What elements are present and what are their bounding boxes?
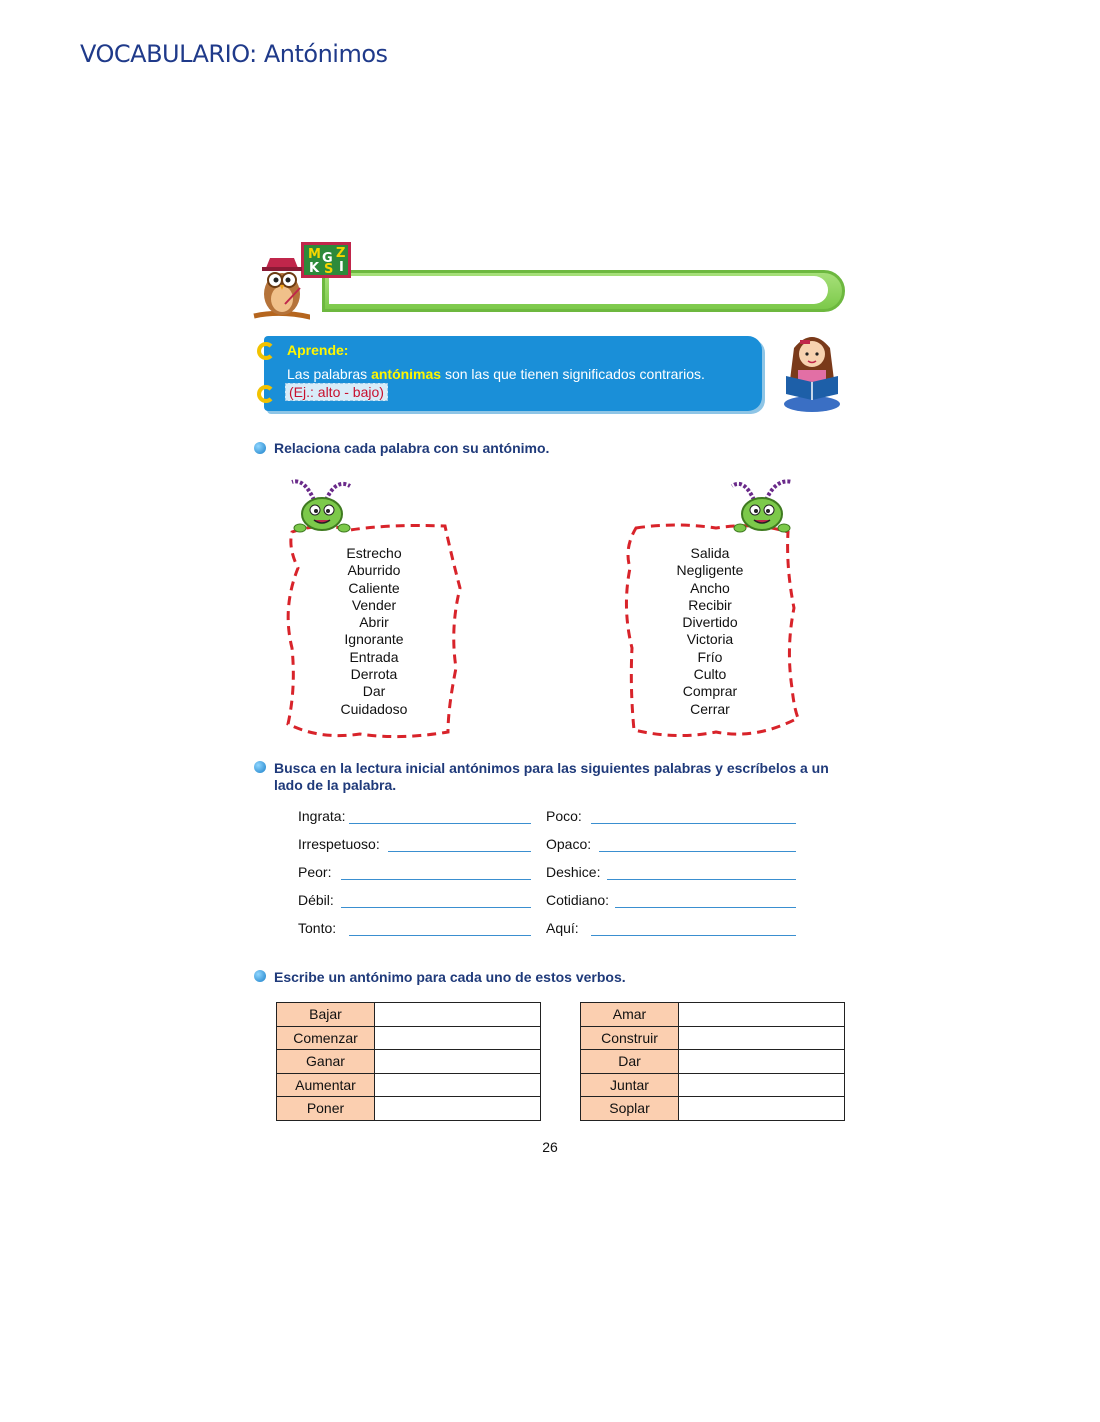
caterpillar-mascot-icon [730,474,794,534]
logo-letter: I [339,260,344,275]
word-item[interactable]: Comprar [682,683,738,700]
page-number: 26 [542,1139,558,1155]
instruction-line: lado de la palabra. [274,777,397,793]
word-item[interactable]: Frío [697,648,723,665]
learn-title: Aprende: [287,342,349,358]
verb-cell: Construir [581,1026,679,1050]
fill-label: Deshice: [546,864,601,880]
answer-line[interactable] [607,879,796,880]
verb-cell: Comenzar [277,1026,375,1050]
verb-cell: Juntar [581,1073,679,1097]
owl-mascot-icon [252,252,310,322]
word-item[interactable]: Abrir [359,614,389,631]
table-row [581,1003,845,1027]
word-item[interactable]: Caliente [348,579,400,596]
section-bullet-icon [254,761,266,773]
word-item[interactable]: Cuidadoso [340,700,408,717]
answer-line[interactable] [591,935,796,936]
verb-cell: Dar [581,1050,679,1074]
section-bullet-icon [254,970,266,982]
table-row [277,1073,541,1097]
answer-cell[interactable] [375,1003,541,1027]
logo-letter: K [309,261,320,276]
verb-cell: Amar [581,1003,679,1027]
answer-line[interactable] [341,879,531,880]
fill-label: Ingrata: [298,808,346,824]
learn-example: (Ej.: alto - bajo) [285,383,388,401]
answer-line[interactable] [349,823,531,824]
section3-instruction: Escribe un antónimo para cada uno de estos verbos. [274,969,626,985]
word-item[interactable]: Culto [693,666,727,683]
verbs-table-left [276,1002,541,1121]
logo-letter: G [322,251,333,266]
section-bullet-icon [254,442,266,454]
instruction-line: Busca en la lectura inicial antónimos para las siguientes palabras y escríbelos a un [274,760,829,776]
verb-cell: Aumentar [277,1073,375,1097]
answer-line[interactable] [615,907,796,908]
logo-letter: Z [336,246,346,261]
section1-instruction: Relaciona cada palabra con su antónimo. [274,440,550,456]
learn-definition [287,366,705,382]
answer-cell[interactable] [375,1050,541,1074]
table-row [277,1026,541,1050]
verb-cell: Soplar [581,1097,679,1121]
word-item[interactable]: Aburrido [347,562,401,579]
word-item[interactable]: Salida [690,545,730,561]
fill-label: Irrespetuoso: [298,836,380,852]
word-item[interactable]: Ignorante [344,631,404,648]
table-row [277,1003,541,1027]
word-item[interactable]: Recibir [688,596,732,613]
answer-line[interactable] [599,851,796,852]
word-item[interactable]: Ancho [690,579,730,596]
title-banner-inner [329,276,828,304]
word-item[interactable]: Entrada [349,648,399,665]
answer-cell[interactable] [375,1097,541,1121]
table-row [581,1050,845,1074]
answer-cell[interactable] [679,1073,845,1097]
answer-cell[interactable] [679,1003,845,1027]
fill-label: Opaco: [546,836,592,852]
fill-label: Poco: [546,808,582,824]
table-row [277,1050,541,1074]
definition-end: son las que tienen significados contrarios. [441,366,705,382]
binder-ring-icon [257,342,275,360]
word-item[interactable]: Vender [351,596,397,613]
binder-ring-icon [257,385,275,403]
answer-cell[interactable] [679,1097,845,1121]
answer-cell[interactable] [375,1073,541,1097]
logo-letter: M [308,247,321,262]
right-word-list [650,545,770,718]
word-item[interactable]: Cerrar [690,700,730,717]
fill-label: Peor: [298,864,332,880]
page-header [252,238,847,320]
table-row [277,1097,541,1121]
fill-label: Tonto: [298,920,337,936]
answer-cell[interactable] [679,1050,845,1074]
word-item[interactable]: Negligente [676,562,744,579]
answer-cell[interactable] [679,1026,845,1050]
page-title: VOCABULARIO: Antónimos [80,40,388,68]
logo-letter: S [324,262,334,277]
answer-line[interactable] [591,823,796,824]
verb-cell: Poner [277,1097,375,1121]
answer-line[interactable] [388,851,531,852]
caterpillar-mascot-icon [290,474,354,534]
title-banner [322,270,845,312]
verb-cell: Bajar [277,1003,375,1027]
reading-girl-icon [780,330,844,414]
fill-label: Aquí: [546,920,579,936]
answer-line[interactable] [341,907,531,908]
table-row [581,1097,845,1121]
table-row [581,1073,845,1097]
answer-line[interactable] [349,935,531,936]
definition-start: Las palabras [287,366,372,382]
word-item[interactable]: Dar [362,683,386,700]
verbs-table-right [580,1002,845,1121]
word-item[interactable]: Derrota [350,666,398,683]
word-item[interactable]: Victoria [686,631,734,648]
fill-label: Cotidiano: [546,892,610,908]
section2-instruction [274,760,854,794]
answer-cell[interactable] [375,1026,541,1050]
left-word-list [314,545,434,718]
definition-highlight: antónimas [371,366,442,382]
verb-cell: Ganar [277,1050,375,1074]
word-item[interactable]: Estrecho [346,545,402,561]
word-item[interactable]: Divertido [682,614,738,631]
fill-label: Débil: [298,892,334,908]
table-row [581,1026,845,1050]
